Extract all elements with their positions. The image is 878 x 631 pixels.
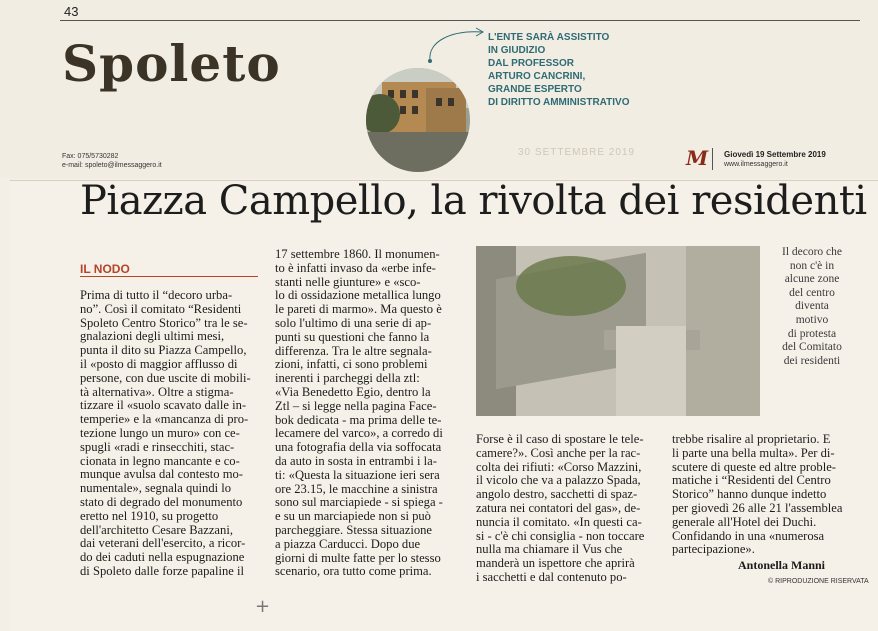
text-line: zatura nei contatori del gas», de- — [476, 500, 641, 515]
teaser-line: L'ENTE SARÀ ASSISTITO — [488, 32, 610, 43]
text-line: di Spoleto dalle forze papaline il — [80, 563, 245, 578]
text-line: persone, con due uscite di mobili- — [80, 370, 251, 385]
text-line: do dei caduti nella espugnazione — [80, 550, 245, 565]
text-line: spugli «radi e rinsecchiti, stac- — [80, 439, 235, 454]
text-line: gnalazioni degli ultimi mesi, — [80, 329, 225, 344]
text-line: numentale», segnala quindi lo — [80, 481, 232, 496]
text-line: parcheggiare. Stessa situazione — [275, 522, 433, 537]
text-line: il «posto di maggior afflusso di — [80, 356, 238, 371]
text-line: colta dei rifiuti: «Corso Mazzini, — [476, 459, 642, 474]
text-line: zioni, infatti, ci sono problemi — [275, 357, 428, 372]
text-line: nuncia il comitato. «In questi ca- — [476, 514, 642, 529]
text-line: nulla ma chiamare il Vus che — [476, 542, 623, 557]
article-column-4 — [672, 433, 842, 557]
text-line: camere?». Così anche per la rac- — [476, 445, 641, 460]
text-line: del centro — [789, 286, 835, 299]
text-line: inerenti i parcheggi della ztl: — [275, 371, 420, 386]
text-line: tà alternativa». Oltre a stigma- — [80, 384, 234, 399]
text-line: 17 settembre 1860. Il monumen- — [275, 247, 440, 261]
text-line: lo di ossidazione metallica lungo — [275, 288, 441, 303]
page-header — [0, 0, 878, 178]
text-line: munque avulsa dal contesto mo- — [80, 467, 243, 482]
kicker-rule — [80, 276, 258, 277]
text-line: alcune zone — [784, 273, 840, 286]
contact-info — [62, 152, 162, 170]
text-line: da auto in sosta in entrambi i la- — [275, 453, 437, 468]
masthead-divider — [712, 148, 713, 170]
text-line: e su un marciapiede non si può — [275, 509, 431, 524]
fax-number: Fax: 075/5730282 — [62, 153, 119, 160]
text-line: trebbe risalire al proprietario. E — [672, 432, 831, 446]
text-line: lecamere del varco», a corredo di — [275, 426, 443, 441]
text-line: una fotografia della via soffocata — [275, 440, 442, 455]
text-line: sono sul marciapiede - si spiega - — [275, 495, 443, 510]
text-line: del Comitato — [782, 341, 842, 354]
text-line: il vicolo che va a palazzo Spada, — [476, 473, 641, 488]
text-line: tizzare il «suolo scavato dalle in- — [80, 398, 247, 413]
text-line: non c'è in — [789, 259, 835, 272]
text-line: dei residenti — [783, 354, 841, 367]
text-line: no”. Così il comitato “Residenti — [80, 301, 242, 316]
text-line: motivo — [795, 313, 829, 326]
text-line: Storico” hanno dunque indetto — [672, 487, 827, 502]
text-line: to è infatti invaso da «erbe infe- — [275, 260, 436, 275]
text-line: cionata in legno mancante e co- — [80, 453, 240, 468]
article-column-3 — [476, 433, 644, 585]
teaser-line: DI DIRITTO AMMINISTRATIVO — [488, 97, 630, 108]
crop-mark-icon: + — [255, 596, 271, 617]
text-line: temperie» e la «mancanza di pro- — [80, 412, 249, 427]
text-line: Ztl – si legge nella pagina Face- — [275, 398, 437, 413]
article-column-1 — [80, 289, 251, 579]
text-line: le pareti di marmo». Ma questo è — [275, 302, 442, 317]
text-line: matiche i “Residenti del Centro — [672, 473, 831, 488]
page-number: 43 — [64, 4, 79, 19]
copyright-notice: © RIPRODUZIONE RISERVATA — [768, 578, 869, 585]
kicker: IL NODO — [80, 262, 130, 276]
website: www.ilmessaggero.it — [724, 161, 788, 168]
text-line: scenario, ora tutto come prima. — [275, 564, 432, 579]
text-line: Spoleto Centro Storico” tra le se- — [80, 315, 248, 330]
teaser-line: DAL PROFESSOR — [488, 58, 574, 69]
text-line: scutere di queste ed altre proble- — [672, 459, 836, 474]
text-line: tezione lungo un muro» con ce- — [80, 425, 240, 440]
text-line: diventa — [795, 300, 829, 313]
text-line: partecipazione». — [672, 542, 755, 557]
text-line: dai veterani dell'esercito, a ricor- — [80, 536, 246, 551]
text-line: si - c'è chi consiglia - non toccare — [476, 528, 645, 543]
text-line: Confidando in una «numerosa — [672, 528, 825, 543]
article-column-2 — [275, 248, 443, 579]
photo-caption — [772, 246, 852, 368]
teaser-line: GRANDE ESPERTO — [488, 84, 582, 95]
text-line: eretto nel 1910, su progetto — [80, 508, 219, 523]
text-line: stanti nelle giunture» e «sco- — [275, 274, 421, 289]
teaser-line: ARTURO CANCRINI, — [488, 71, 586, 82]
text-line: i sacchetti e dal contenuto po- — [476, 569, 627, 584]
text-line: Forse è il caso di spostare le tele- — [476, 432, 644, 446]
text-line: ti: «Questa la situazione ieri sera — [275, 467, 440, 482]
article-photo — [476, 246, 760, 416]
text-line: per giovedì 26 alle 21 l'assemblea — [672, 500, 843, 515]
text-line: punti su questioni che fanno la — [275, 329, 430, 344]
text-line: Il decoro che — [781, 246, 843, 258]
text-line: angolo destro, sacchetti di spaz- — [476, 487, 638, 502]
email-address: e-mail: spoleto@ilmessaggero.it — [62, 162, 162, 169]
text-line: solo l'ultimo di una serie di ap- — [275, 315, 432, 330]
byline: Antonella Manni — [738, 558, 826, 572]
text-line: ore 23.15, le macchine a sinistra — [275, 481, 438, 496]
teaser-photo — [366, 68, 470, 172]
issue-date: Giovedì 19 Settembre 2019 — [724, 150, 826, 159]
headline: Piazza Campello, la rivolta dei residenti — [80, 178, 867, 224]
text-line: dell'architetto Cesare Bazzani, — [80, 522, 233, 537]
text-line: punta il dito su Piazza Campello, — [80, 343, 247, 358]
bleed-through-text: 30 SETTEMBRE 2019 — [518, 147, 636, 158]
text-line: Prima di tutto il “decoro urba- — [80, 288, 233, 302]
text-line: giorni di multe fatte per lo stesso — [275, 550, 441, 565]
text-line: «Via Benedetto Egio, dentro la — [275, 384, 431, 399]
text-line: differenza. Tra le altre segnala- — [275, 343, 432, 358]
teaser-arrow-icon — [420, 26, 490, 66]
text-line: di protesta — [787, 327, 837, 340]
text-line: a piazza Carducci. Dopo due — [275, 536, 421, 551]
text-line: stato di degrado del monumento — [80, 494, 243, 509]
text-line: bok dedicata - ma prima delle te- — [275, 412, 442, 427]
text-line: manderà un ispettore che aprirà — [476, 556, 635, 571]
section-title: Spoleto — [62, 34, 281, 93]
text-line: generale all'Hotel dei Duchi. — [672, 514, 817, 529]
newspaper-logo-icon: M — [686, 146, 709, 170]
text-line: li parte una bella multa». Per di- — [672, 445, 835, 460]
header-rule — [60, 20, 860, 21]
teaser-line: IN GIUDIZIO — [488, 45, 546, 56]
